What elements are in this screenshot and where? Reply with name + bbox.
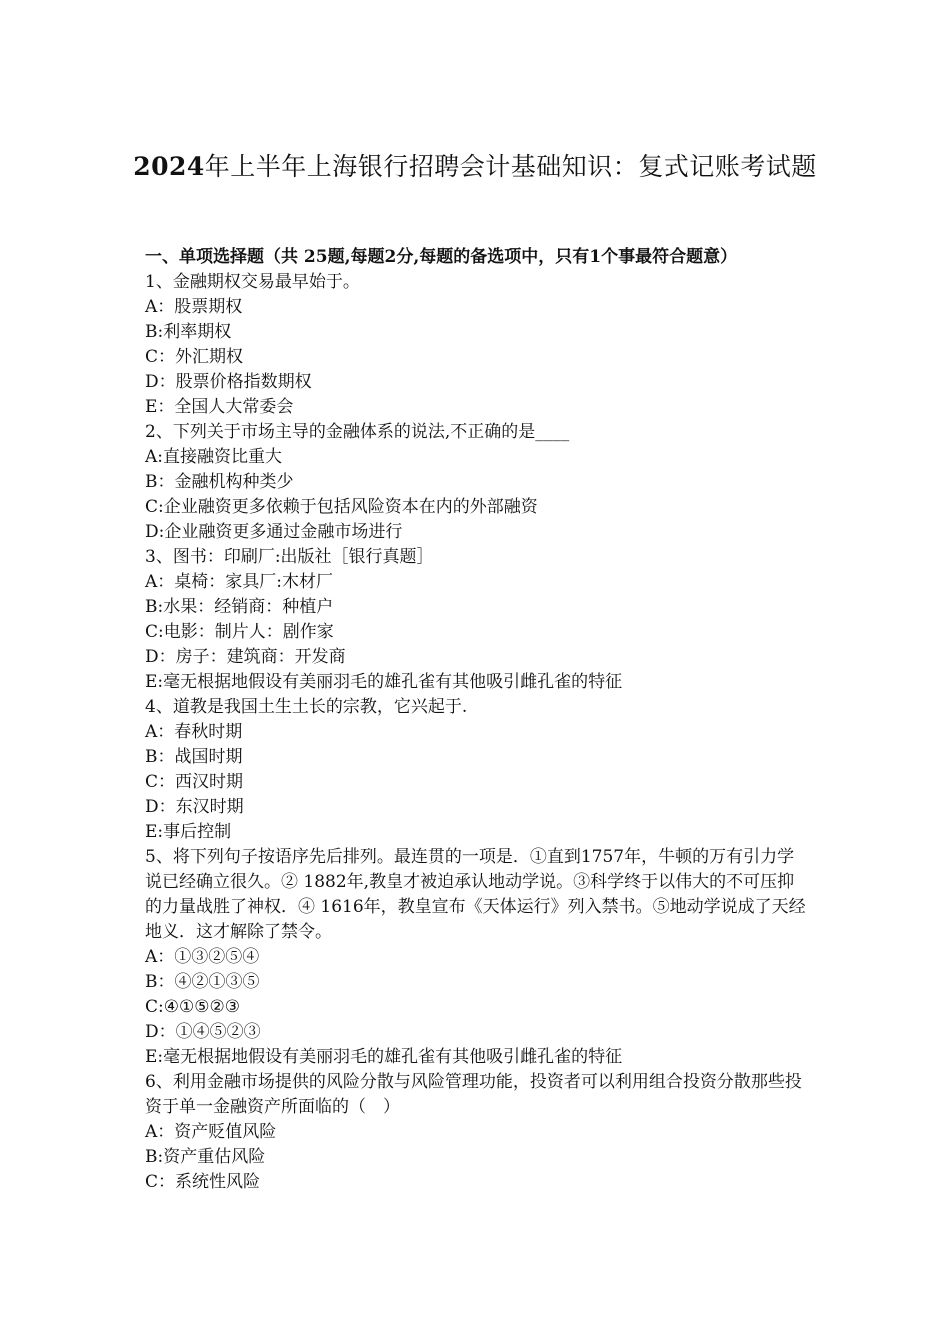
question-2 — [145, 420, 810, 545]
option: C：系统性风险 — [145, 1172, 261, 1192]
question-stem: 2、下列关于市场主导的金融体系的说法,不正确的是____ — [145, 422, 570, 442]
option: E:事后控制 — [145, 822, 232, 842]
option: B:利率期权 — [145, 322, 232, 342]
option: D：①④⑤②③ — [145, 1022, 261, 1042]
option: C:企业融资更多依赖于包括风险资本在内的外部融资 — [145, 497, 538, 517]
option: D：房子：建筑商：开发商 — [145, 647, 346, 667]
question-stem: 5、将下列句子按语序先后排列。最连贯的一项是．①直到1757年，牛顿的万有引力学说已经确立很久。② 1882年,教皇才被迫承认地动学说。③科学终于以伟大的不可压抑的力量战胜了神权．④ 1616年，教皇宣布《天体运行》列入禁书。⑤地动学说成了天经地义．这才解除了禁令。 — [145, 847, 806, 942]
question-stem: 6、利用金融市场提供的风险分散与风险管理功能，投资者可以利用组合投资分散那些投资于单一金融资产所面临的（ ） — [145, 1072, 802, 1117]
title-text: 年上半年上海银行招聘会计基础知识：复式记账考试题 — [204, 152, 817, 181]
option: D：股票价格指数期权 — [145, 372, 312, 392]
question-6 — [145, 1070, 810, 1195]
question-4 — [145, 695, 810, 845]
option: A：①③②⑤④ — [145, 947, 260, 967]
option: B：④②①③⑤ — [145, 972, 260, 992]
question-stem: 4、道教是我国土生土长的宗教，它兴起于. — [145, 697, 468, 717]
option: E：全国人大常委会 — [145, 397, 294, 417]
option: C:电影：制片人：剧作家 — [145, 622, 334, 642]
option: B:资产重估风险 — [145, 1147, 266, 1167]
section-heading: 一、单项选择题（共 25题,每题2分,每题的备选项中，只有1个事最符合题意） — [145, 247, 738, 267]
question-stem: 1、金融期权交易最早始于。 — [145, 272, 360, 292]
question-1 — [145, 270, 810, 420]
option: A：桌椅：家具厂:木材厂 — [145, 572, 334, 592]
option: B:水果：经销商：种植户 — [145, 597, 334, 617]
option: D:企业融资更多通过金融市场进行 — [145, 522, 403, 542]
option: B：金融机构种类少 — [145, 472, 294, 492]
document-body — [145, 245, 810, 1195]
option: C：外汇期权 — [145, 347, 244, 367]
option: B：战国时期 — [145, 747, 243, 767]
option: E:毫无根据地假设有美丽羽毛的雄孔雀有其他吸引雌孔雀的特征 — [145, 1047, 623, 1067]
option: D：东汉时期 — [145, 797, 244, 817]
document-title — [130, 138, 820, 196]
option: C：西汉时期 — [145, 772, 244, 792]
option: A：资产贬值风险 — [145, 1122, 277, 1142]
question-5 — [145, 845, 810, 1070]
option: A：股票期权 — [145, 297, 243, 317]
option: A：春秋时期 — [145, 722, 243, 742]
option: C:④①⑤②③ — [145, 997, 240, 1017]
question-stem: 3、图书：印刷厂:出版社［银行真题］ — [145, 547, 434, 567]
title-year: 2024 — [133, 152, 205, 181]
option: A:直接融资比重大 — [145, 447, 283, 467]
option: E:毫无根据地假设有美丽羽毛的雄孔雀有其他吸引雌孔雀的特征 — [145, 672, 623, 692]
question-3 — [145, 545, 810, 695]
